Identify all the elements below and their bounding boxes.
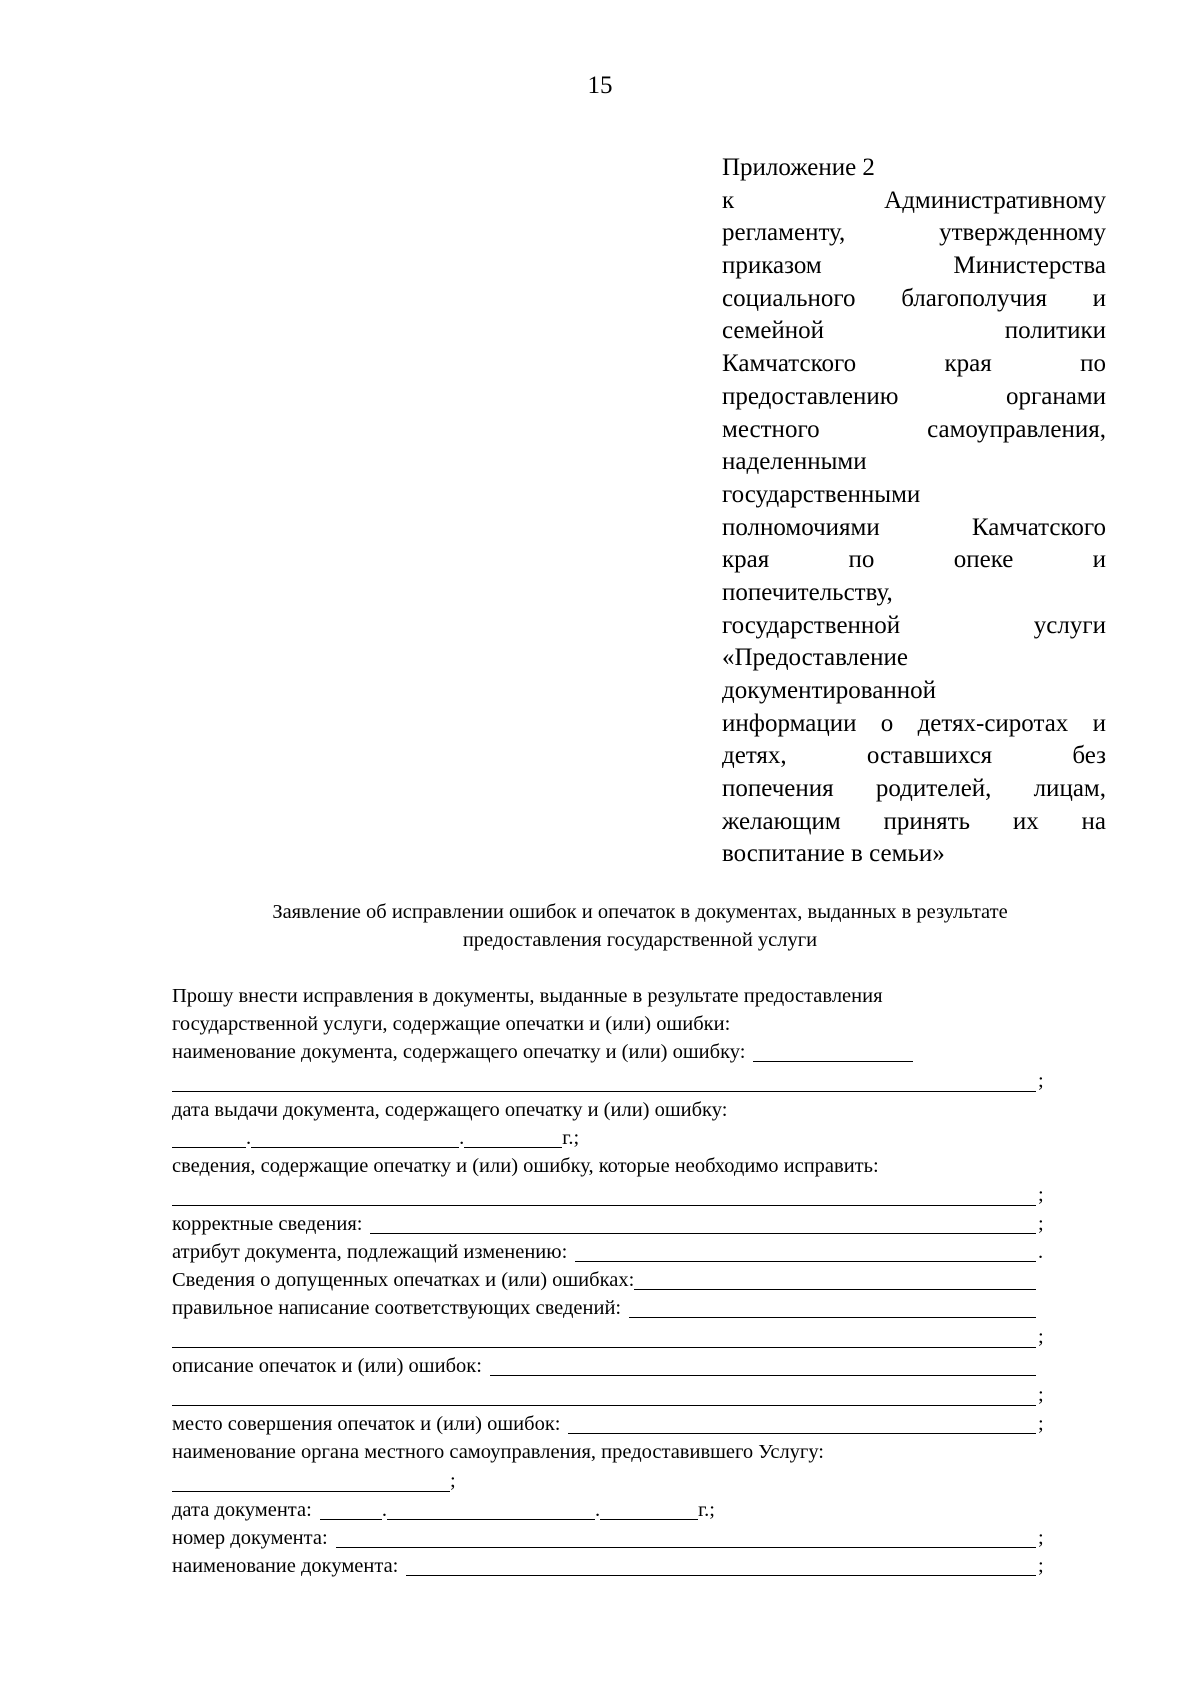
authority-field-row	[172, 1466, 1052, 1496]
annex-line: предоставлению органами	[722, 382, 1106, 410]
doc-name-row	[172, 1038, 1052, 1066]
semicolon: ;	[1038, 1213, 1044, 1235]
semicolon: ;	[1038, 1413, 1044, 1435]
semicolon: ;	[1038, 1070, 1044, 1092]
issue-day-field[interactable]	[172, 1125, 246, 1148]
authority-label: наименование органа местного самоуправления, предоставившего Услугу:	[172, 1441, 825, 1463]
annex-line: местного самоуправления,	[722, 415, 1106, 443]
correct-spelling-row	[172, 1294, 1052, 1322]
annex-line: наделенными	[722, 448, 867, 476]
document-title	[170, 898, 1110, 954]
issue-month-field[interactable]	[251, 1125, 459, 1148]
issue-date-fields-row	[172, 1124, 1052, 1152]
correct-spelling-field[interactable]	[629, 1295, 1036, 1318]
correct-info-row	[172, 1210, 1052, 1238]
errors-description-continuation-row	[172, 1380, 1052, 1410]
annex-line: попечительству,	[722, 578, 893, 606]
errors-info-field[interactable]	[634, 1267, 1036, 1290]
doc-title-row	[172, 1552, 1052, 1580]
correct-info-label: корректные сведения:	[172, 1213, 363, 1235]
annex-line: «Предоставление	[722, 644, 908, 672]
annex-line: желающим принять их на	[722, 807, 1106, 835]
errors-description-field-continued[interactable]	[172, 1383, 1036, 1406]
doc-name-field-continued[interactable]	[172, 1069, 1036, 1092]
issue-date-row	[172, 1096, 1052, 1124]
attribute-label: атрибут документа, подлежащий изменению:	[172, 1241, 568, 1263]
errors-info-label: Сведения о допущенных опечатках и (или) ошибках:	[172, 1269, 635, 1291]
page-number: 15	[587, 72, 613, 99]
semicolon: ;	[1038, 1527, 1044, 1549]
intro-line-2	[172, 1010, 1052, 1038]
correct-spelling-label: правильное написание соответствующих сведений:	[172, 1297, 622, 1319]
date-separator: .	[594, 1499, 601, 1521]
info-to-fix-field-row	[172, 1180, 1052, 1210]
annex-line: Приложение 2	[722, 154, 875, 181]
annex-line: государственной услуги	[722, 611, 1106, 639]
errors-place-row	[172, 1410, 1052, 1438]
semicolon: ;	[450, 1470, 456, 1492]
errors-description-row	[172, 1352, 1052, 1380]
doc-year-field[interactable]	[600, 1497, 698, 1520]
annex-line: приказом Министерства	[722, 252, 1106, 280]
errors-description-field[interactable]	[490, 1353, 1036, 1376]
doc-name-continuation-row	[172, 1066, 1052, 1096]
year-suffix: г.;	[698, 1499, 715, 1521]
annex-line: документированной	[722, 677, 936, 704]
doc-number-label: номер документа:	[172, 1527, 328, 1549]
annex-line: воспитание в семьи»	[722, 840, 945, 868]
application-form	[172, 982, 1052, 1580]
date-separator: .	[459, 1127, 465, 1149]
intro-line-1	[172, 982, 1052, 1010]
annex-line: социального благополучия и	[722, 284, 1106, 312]
doc-number-row	[172, 1524, 1052, 1552]
semicolon: ;	[1038, 1384, 1044, 1406]
doc-date-row	[172, 1496, 1052, 1524]
info-to-fix-row	[172, 1152, 1052, 1180]
errors-description-label: описание опечаток и (или) ошибок:	[172, 1355, 482, 1377]
issue-year-field[interactable]	[464, 1125, 562, 1148]
doc-day-field[interactable]	[320, 1497, 382, 1520]
correct-spelling-continuation-row	[172, 1322, 1052, 1352]
title-line-2: предоставления государственной услуги	[462, 929, 818, 951]
issue-date-label: дата выдачи документа, содержащего опечатку и (или) ошибку:	[172, 1099, 728, 1121]
annex-line: детях, оставшихся без	[722, 742, 1106, 770]
errors-place-label: место совершения опечаток и (или) ошибок:	[172, 1413, 561, 1435]
annex-header	[722, 152, 1106, 871]
authority-field[interactable]	[172, 1469, 450, 1492]
intro-text-2: государственной услуги, содержащие опечатки и (или) ошибки:	[172, 1013, 731, 1035]
errors-place-field[interactable]	[568, 1411, 1036, 1434]
annex-line: информации о детях-сиротах и	[722, 709, 1106, 737]
info-to-fix-label: сведения, содержащие опечатку и (или) ошибку, которые необходимо исправить:	[172, 1155, 879, 1177]
annex-line: к Административному	[722, 186, 1106, 214]
semicolon: ;	[1038, 1326, 1044, 1348]
title-line-1: Заявление об исправлении ошибок и опечаток в документах, выданных в результате	[272, 901, 1008, 923]
correct-spelling-field-continued[interactable]	[172, 1325, 1036, 1348]
period: .	[1038, 1241, 1044, 1263]
annex-line: государственными	[722, 480, 921, 508]
doc-name-label: наименование документа, содержащего опечатку и (или) ошибку:	[172, 1041, 746, 1063]
correct-info-field[interactable]	[370, 1211, 1036, 1234]
info-to-fix-field[interactable]	[172, 1183, 1036, 1206]
doc-name-field[interactable]	[753, 1039, 913, 1062]
annex-line: семейной политики	[722, 317, 1106, 345]
semicolon: ;	[1038, 1184, 1044, 1206]
errors-info-row	[172, 1266, 1052, 1294]
intro-text-1: Прошу внести исправления в документы, выданные в результате предоставления	[172, 985, 883, 1007]
annex-line: полномочиями Камчатского	[722, 513, 1106, 541]
attribute-field[interactable]	[575, 1239, 1036, 1262]
annex-line: края по опеке и	[722, 546, 1106, 574]
annex-line: Камчатского края по	[722, 350, 1106, 378]
doc-title-label: наименование документа:	[172, 1555, 399, 1577]
authority-row	[172, 1438, 1052, 1466]
doc-month-field[interactable]	[387, 1497, 595, 1520]
annex-line: регламенту, утвержденному	[722, 219, 1106, 247]
date-separator: .	[381, 1499, 387, 1521]
doc-title-field[interactable]	[406, 1553, 1036, 1576]
year-suffix: г.;	[562, 1127, 580, 1149]
doc-date-label: дата документа:	[172, 1499, 312, 1521]
date-separator: .	[246, 1127, 252, 1149]
attribute-row	[172, 1238, 1052, 1266]
annex-line: попечения родителей, лицам,	[722, 775, 1106, 803]
doc-number-field[interactable]	[336, 1525, 1036, 1548]
semicolon: ;	[1038, 1555, 1044, 1577]
